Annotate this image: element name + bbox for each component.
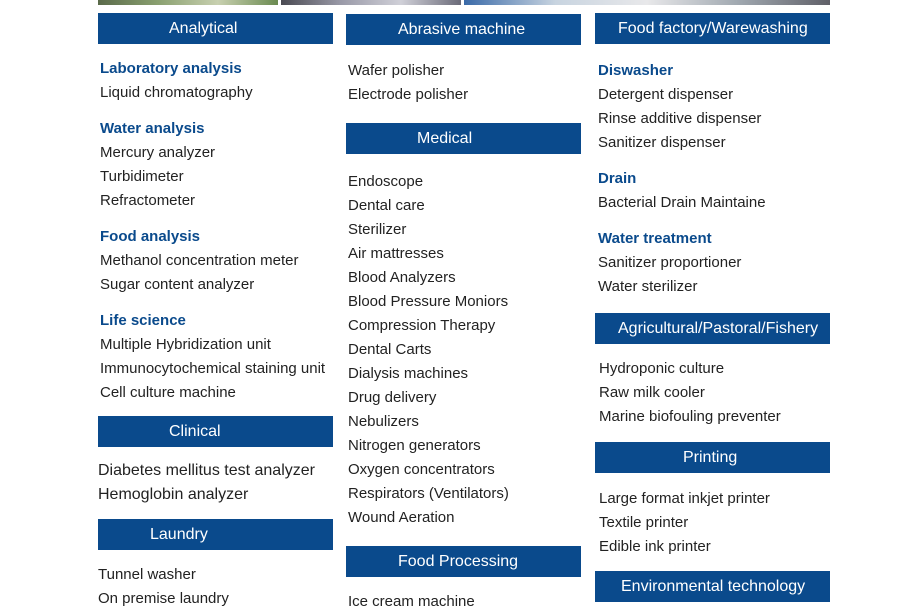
list-item[interactable]: Air mattresses	[348, 245, 444, 262]
list-item[interactable]: Tunnel washer	[98, 566, 196, 583]
list-item[interactable]: Oxygen concentrators	[348, 461, 495, 478]
list-item[interactable]: Turbidimeter	[100, 168, 184, 185]
photo-abrasive	[281, 0, 461, 5]
list-item[interactable]: Respirators (Ventilators)	[348, 485, 509, 502]
list-item[interactable]: Drug delivery	[348, 389, 437, 406]
list-item[interactable]: Large format inkjet printer	[599, 490, 770, 507]
list-item[interactable]: Dental care	[348, 197, 425, 214]
list-item[interactable]: Dialysis machines	[348, 365, 469, 382]
list-item[interactable]: Blood Pressure Moniors	[348, 293, 509, 310]
subheading-water-analysis[interactable]: Water analysis	[100, 120, 205, 137]
list-item[interactable]: Sugar content analyzer	[100, 276, 255, 293]
photo-analytical	[98, 0, 278, 5]
list-item[interactable]: Hemoglobin analyzer	[98, 486, 249, 503]
photo-food-factory	[464, 0, 830, 5]
subheading-diswasher[interactable]: Diswasher	[598, 62, 674, 79]
list-item[interactable]: Sterilizer	[348, 221, 407, 238]
list-item[interactable]: Methanol concentration meter	[100, 252, 299, 269]
list-item[interactable]: Compression Therapy	[348, 317, 496, 334]
list-item[interactable]: Immunocytochemical staining unit	[100, 360, 326, 377]
subheading-life-science[interactable]: Life science	[100, 312, 186, 329]
section-header-food-factory-warewashing[interactable]: Food factory/Warewashing	[595, 13, 830, 44]
section-header-abrasive-machine[interactable]: Abrasive machine	[346, 14, 581, 45]
section-header-analytical[interactable]: Analytical	[98, 13, 333, 44]
list-item[interactable]: Sanitizer proportioner	[598, 254, 742, 271]
subheading-laboratory-analysis[interactable]: Laboratory analysis	[100, 60, 242, 77]
list-item[interactable]: Cell culture machine	[100, 384, 236, 401]
list-item[interactable]: Endoscope	[348, 173, 424, 190]
list-item[interactable]: Bacterial Drain Maintaine	[598, 194, 766, 211]
list-item[interactable]: Ice cream machine	[348, 593, 475, 610]
list-item[interactable]: Liquid chromatography	[100, 84, 253, 101]
list-item[interactable]: Nitrogen generators	[348, 437, 481, 454]
list-item[interactable]: Rinse additive dispenser	[598, 110, 762, 127]
section-header-printing[interactable]: Printing	[595, 442, 830, 473]
list-item[interactable]: Blood Analyzers	[348, 269, 456, 286]
list-item[interactable]: Hydroponic culture	[599, 360, 725, 377]
section-header-food-processing[interactable]: Food Processing	[346, 546, 581, 577]
list-item[interactable]: Detergent dispenser	[598, 86, 734, 103]
list-item[interactable]: Water sterilizer	[598, 278, 698, 295]
section-header-agricultural[interactable]: Agricultural/Pastoral/Fishery	[595, 313, 830, 344]
list-item[interactable]: Electrode polisher	[348, 86, 469, 103]
list-item[interactable]: Marine biofouling preventer	[599, 408, 781, 425]
section-header-environmental-technology[interactable]: Environmental technology	[595, 571, 830, 602]
list-item[interactable]: Diabetes mellitus test analyzer	[98, 462, 315, 479]
list-item[interactable]: On premise laundry	[98, 590, 229, 607]
list-item[interactable]: Mercury analyzer	[100, 144, 216, 161]
list-item[interactable]: Nebulizers	[348, 413, 419, 430]
section-header-laundry[interactable]: Laundry	[98, 519, 333, 550]
subheading-water-treatment[interactable]: Water treatment	[598, 230, 712, 247]
list-item[interactable]: Wound Aeration	[348, 509, 455, 526]
list-item[interactable]: Sanitizer dispenser	[598, 134, 726, 151]
photo-strip	[98, 0, 830, 5]
section-header-medical[interactable]: Medical	[346, 123, 581, 154]
list-item[interactable]: Raw milk cooler	[599, 384, 705, 401]
list-item[interactable]: Refractometer	[100, 192, 196, 209]
section-header-clinical[interactable]: Clinical	[98, 416, 333, 447]
subheading-drain[interactable]: Drain	[598, 170, 637, 187]
list-item[interactable]: Wafer polisher	[348, 62, 445, 79]
list-item[interactable]: Textile printer	[599, 514, 689, 531]
list-item[interactable]: Dental Carts	[348, 341, 432, 358]
list-item[interactable]: Edible ink printer	[599, 538, 711, 555]
subheading-food-analysis[interactable]: Food analysis	[100, 228, 201, 245]
list-item[interactable]: Multiple Hybridization unit	[100, 336, 271, 353]
